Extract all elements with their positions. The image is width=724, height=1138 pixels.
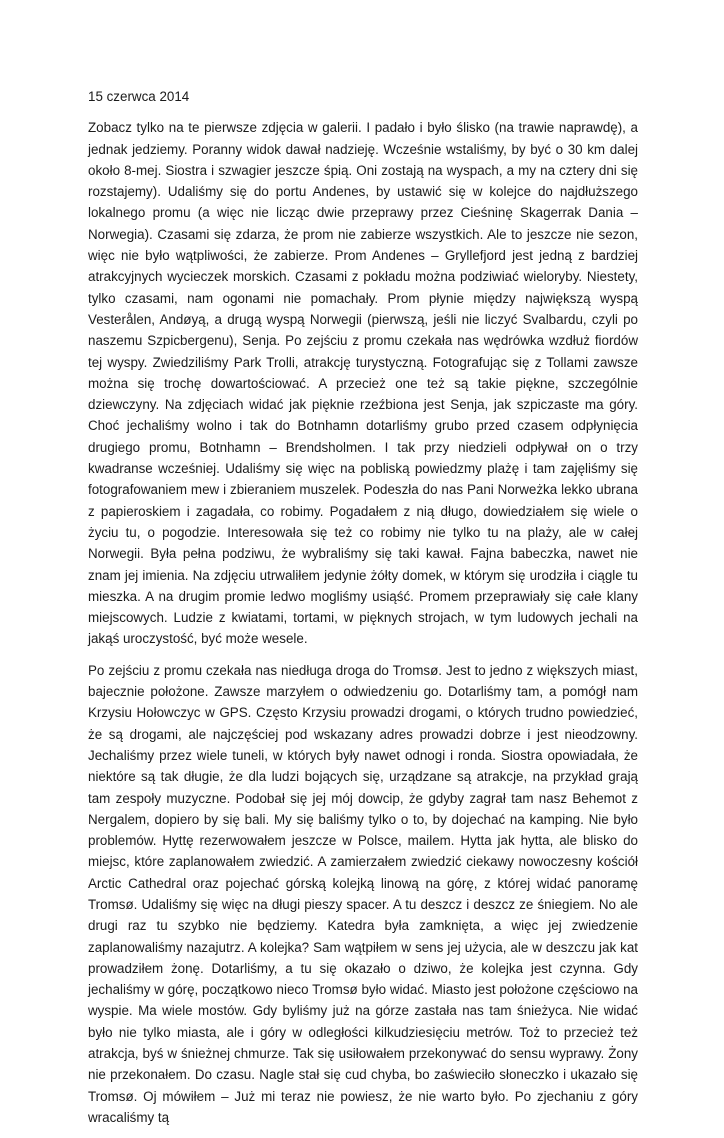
paragraph-1: Zobacz tylko na te pierwsze zdjęcia w galerii. I padało i było ślisko (na trawie naprawdę), a jednak jedziemy. Poranny widok dawał nadzieję. Wcześnie wstaliśmy, by być o 30 km dalej około 8-mej. Siostra i szwagier jeszcze śpią. Oni zostają na wyspach, a my na cztery dni się rozstajemy). Udaliśmy się do portu Andenes, by ustawić się w kolejce do najdłuższego lokalnego promu (a więc nie licząc dwie przeprawy przez Cieśninę Skagerrak Dania – Norwegia). Czasami się zdarza, że prom nie zabierze wszystkich. Ale to jeszcze nie sezon, więc nie było wątpliwości, że zabierze. Prom Andenes – Gryllefjord jest jedną z bardziej atrakcyjnych wycieczek morskich. Czasami z pokładu można podziwiać wieloryby. Niestety, tylko czasami, nam ogonami nie pomachały. Prom płynie między największą wyspą Vesterålen, Andøyą, a drugą wyspą Norwegii (pierwszą, jeśli nie liczyć Svalbardu, czyli po naszemu Szpicbergenu), Senja. Po zejściu z promu czekała nas wędrówka wzdłuż fiordów tej wyspy. Zwiedziliśmy Park Trolli, atrakcję turystyczną. Fotografując się z Tollami zawsze można się trochę dowartościować. A przecież one też są takie piękne, szczególnie dziewczyny. Na zdjęciach widać jak pięknie rzeźbiona jest Senja, jak szpiczaste ma góry. Choć jechaliśmy wolno i tak do Botnhamn dotarliśmy grubo przed czasem odpłynięcia drugiego promu, Botnhamn – Brendsholmen. I tak przy niedzieli odpływał on o trzy kwadranse wcześniej. Udaliśmy się więc na pobliską powiedzmy plażę i tam zajęliśmy się fotografowaniem mew i zbieraniem muszelek. Podeszła do nas Pani Norweżka lekko ubrana z papieroskiem i zagadała, co robimy. Pogadałem z nią długo, dowiedziałem się wiele o życiu tu, o pogodzie. Interesowała się też co robimy nie tylko tu na plaży, ale w całej Norwegii. Była pełna podziwu, że wybraliśmy się taki kawał. Fajna babeczka, nawet nie znam jej imienia. Na zdjęciu utrwaliłem jedynie żółty domek, w którym się urodziła i ciągle tu mieszka. A na drugim promie ledwo mogliśmy usiąść. Promem przeprawiały się całe klany miejscowych. Ludzie z kwiatami, tortami, w pięknych strojach, w tym ludowych jechali na jakąś uroczystość, być może wesele. <box>88 120 638 647</box>
entry-date: 15 czerwca 2014 <box>88 89 190 104</box>
paragraph-2: Po zejściu z promu czekała nas niedługa droga do Tromsø. Jest to jedno z większych miast, bajecznie położone. Zawsze marzyłem o odwiedzeniu go. Dotarliśmy tam, a pomógł nam Krzysiu Hołowczyc w GPS. Często Krzysiu prowadzi drogami, o których trudno powiedzieć, że są drogami, ale najczęściej pod wskazany adres prowadzi dobrze i jest nieodzowny. Jechaliśmy przez wiele tuneli, w których były nawet odnogi i ronda. Siostra opowiadała, że niektóre są tak długie, że dla ludzi bojących się, urządzane są atrakcje, na przykład grają tam zespoły muzyczne. Podobał się jej mój dowcip, że gdyby zagrał tam nasz Behemot z Nergalem, dopiero by się bali. My się baliśmy tylko o to, by dojechać na kamping. Nie było problemów. Hyttę rezerwowałem jeszcze w Polsce, mailem. Hytta jak hytta, ale blisko do miejsc, które zaplanowałem zwiedzić. A zamierzałem zwiedzić ciekawy nowoczesny kościół Arctic Cathedral oraz pojechać górską kolejką linową na górę, z której widać panoramę Tromsø. Udaliśmy się więc na długi pieszy spacer. A tu deszcz i deszcz ze śniegiem. No ale drugi raz tu szybko nie będziemy. Katedra była zamknięta, a więc jej zwiedzenie zaplanowaliśmy nazajutrz. A kolejka? Sam wątpiłem w sens jej użycia, ale w deszczu jak kat prowadziłem żonę. Dotarliśmy, a tu się okazało o dziwo, że kolejka jest czynna. Gdy jechaliśmy w górę, początkowo nieco Tromsø było widać. Miasto jest położone częściowo na wyspie. Ma wiele mostów. Gdy byliśmy już na górze zastała nas tam śnieżyca. Nie widać było nie tylko miasta, ale i góry w odległości kilkudziesięciu metrów. Toż to przecież też atrakcja, byś w śnieżnej chmurze. Tak się usiłowałem przekonywać do sensu wyprawy. Żony nie przekonałem. Do czasu. Nagle stał się cud chyba, bo zaświeciło słoneczko i ukazało się Tromsø. Oj mówiłem – Już mi teraz nie powiesz, że nie warto było. Po zjechaniu z góry wracaliśmy tą <box>88 662 638 1125</box>
document-page <box>88 86 638 1138</box>
